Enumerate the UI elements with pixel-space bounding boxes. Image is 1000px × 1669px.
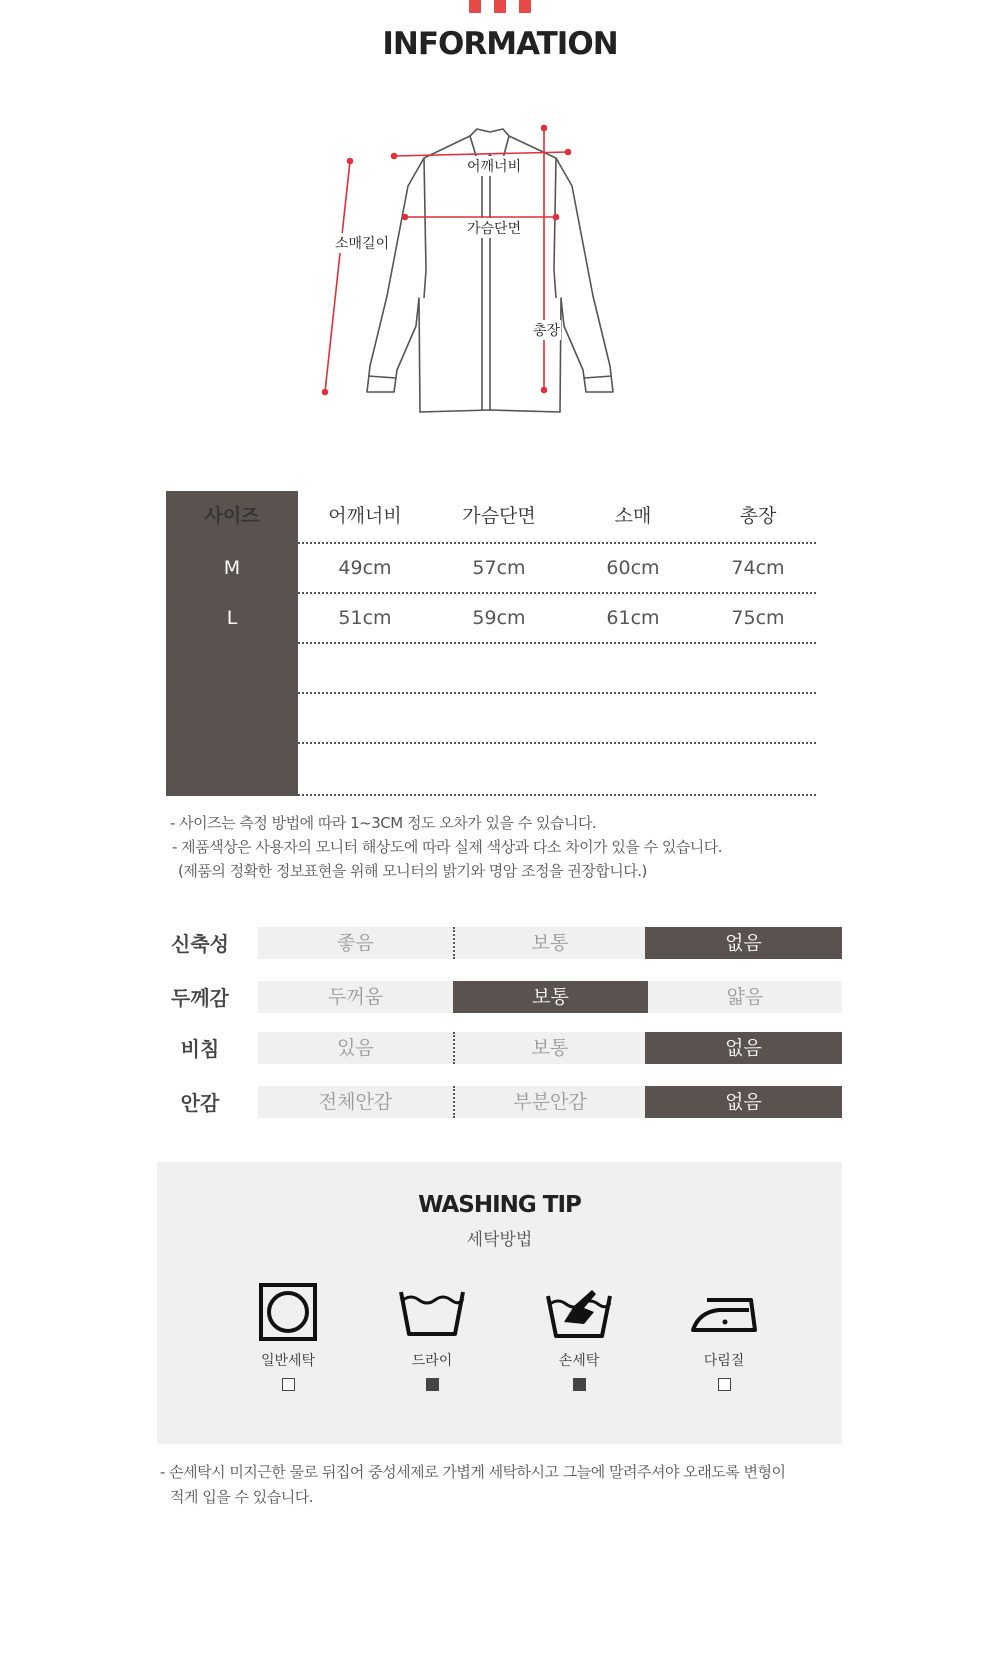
shirt-measurement-diagram [320,120,660,420]
cell-size: M [223,557,241,579]
property-option-selected: 없음 [645,1032,842,1064]
wash-item-iron [659,1282,789,1391]
property-label: 비침 [180,1037,220,1061]
label-sleeve-length: 소매길이 [334,233,390,253]
page-title: INFORMATION [382,26,618,62]
property-option: 보통 [455,1032,645,1064]
header-size: 사이즈 [204,505,260,527]
cell-size: L [226,607,238,629]
property-option: 좋음 [258,927,453,959]
property-option: 두꺼움 [258,981,453,1013]
wash-label: 손세탁 [558,1353,600,1369]
dry-clean-icon [397,1282,467,1342]
header-length: 총장 [739,505,777,527]
row-divider [166,794,816,796]
row-divider [166,692,816,694]
cell-chest: 59cm [472,607,526,629]
property-label: 두께감 [171,986,229,1010]
size-table-header [166,491,816,541]
property-option: 전체안감 [258,1086,453,1118]
table-row [166,543,816,593]
property-option: 부분안감 [455,1086,645,1118]
header-accent-bars [469,0,531,13]
checked-box-icon [426,1378,439,1391]
wash-item-machine [223,1282,353,1391]
washing-title: WASHING TIP [418,1192,581,1218]
machine-wash-icon [258,1282,318,1342]
unchecked-box-icon [718,1378,731,1391]
property-option: 보통 [455,927,645,959]
table-row [166,593,816,643]
cell-length: 75cm [731,607,785,629]
cell-sleeve: 60cm [606,557,660,579]
cell-shoulder: 49cm [338,557,392,579]
property-option-selected: 보통 [453,981,648,1013]
row-divider [166,642,816,644]
label-total-length: 총장 [532,320,561,340]
property-option: 있음 [258,1032,453,1064]
property-label: 신축성 [171,932,229,956]
hand-wash-icon [544,1282,614,1342]
checked-box-icon [573,1378,586,1391]
header-shoulder: 어깨너비 [328,505,402,527]
property-option-selected: 없음 [645,1086,842,1118]
row-divider [166,742,816,744]
washing-tip-panel [157,1162,842,1444]
cell-sleeve: 61cm [606,607,660,629]
unchecked-box-icon [282,1378,295,1391]
wash-label: 일반세탁 [260,1353,316,1369]
washing-note-line1: - 손세탁시 미지근한 물로 뒤집어 중성세제로 가볍게 세탁하시고 그늘에 말려주셔야 오래도록 변형이 [160,1463,786,1481]
property-label: 안감 [180,1091,220,1115]
wash-item-hand [514,1282,644,1391]
property-option: 얇음 [648,981,842,1013]
monitor-note: (제품의 정확한 정보표현을 위해 모니터의 밝기와 명암 조정을 권장합니다.) [178,862,647,880]
wash-label: 다림질 [703,1353,745,1369]
wash-item-dry [367,1282,497,1391]
label-chest-width: 가슴단면 [466,218,522,238]
header-sleeve: 소매 [614,505,652,527]
washing-subtitle: 세탁방법 [466,1230,533,1250]
iron-icon [689,1282,759,1342]
wash-label: 드라이 [411,1353,453,1369]
property-option-selected: 없음 [645,927,842,959]
color-note: - 제품색상은 사용자의 모니터 해상도에 따라 실제 색상과 다소 차이가 있을 수 있습니다. [172,838,723,856]
washing-note-line2: 적게 입을 수 있습니다. [170,1488,313,1506]
size-note: - 사이즈는 측정 방법에 따라 1~3CM 정도 오차가 있을 수 있습니다. [170,814,597,832]
cell-chest: 57cm [472,557,526,579]
cell-length: 74cm [731,557,785,579]
header-chest: 가슴단면 [462,505,536,527]
label-shoulder-width: 어깨너비 [466,156,522,176]
cell-shoulder: 51cm [338,607,392,629]
